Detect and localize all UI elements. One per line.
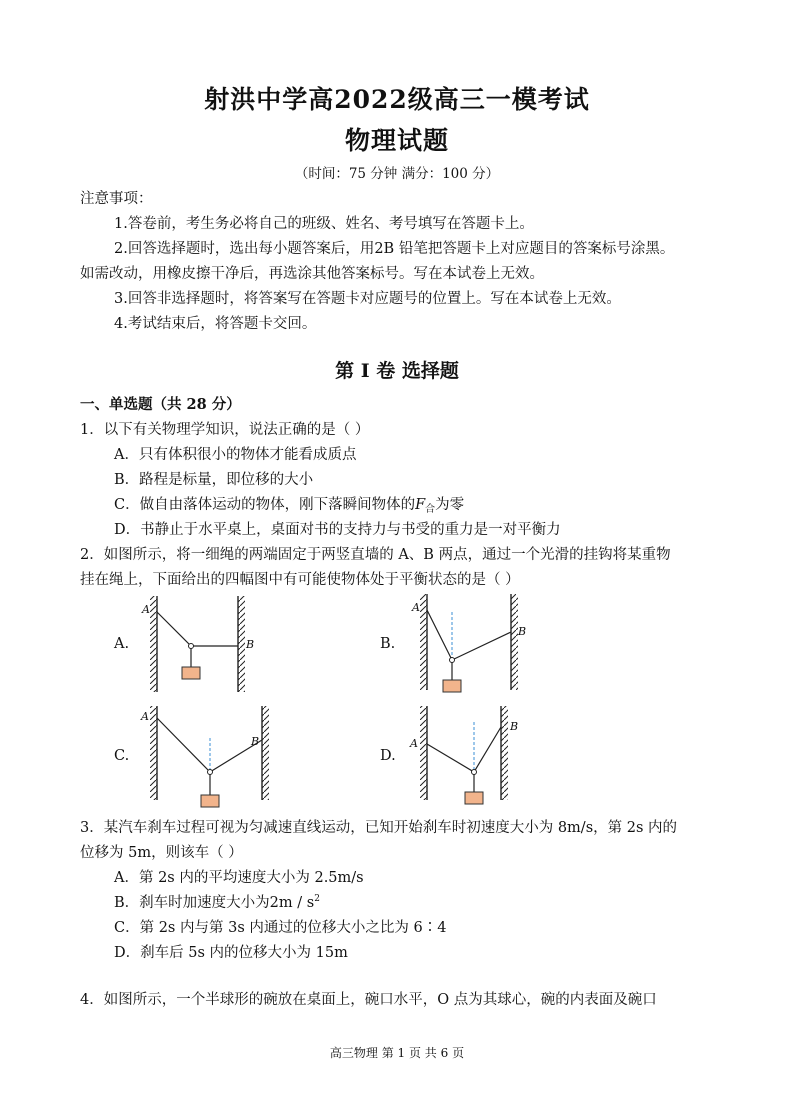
notice-item-4: 4.考试结束后，将答题卡交回。 — [114, 316, 317, 332]
acceleration-value: 2m / s — [269, 895, 315, 911]
notice-item-3: 3.回答非选择题时，将答案写在答题卡对应题号的位置上。写在本试卷上无效。 — [114, 291, 621, 307]
fig-c-point-b: B — [251, 735, 260, 748]
page-footer: 高三物理 第 1 页 共 6 页 — [329, 1046, 465, 1060]
figure-b — [420, 594, 518, 692]
q3-option-c: C．第 2s 内与第 3s 内通过的位移大小之比为 6∶4 — [114, 920, 447, 936]
q3-stem-line2: 位移为 5m，则该车（ ） — [80, 845, 243, 861]
figure-label-d: D. — [380, 748, 396, 764]
rope — [427, 727, 501, 772]
acceleration-exponent: 2 — [314, 894, 320, 904]
fig-c-point-a: A — [141, 710, 149, 723]
section-title: 第 I 卷 选择题 — [335, 360, 459, 382]
weight — [182, 667, 200, 679]
weight — [201, 795, 219, 807]
figure-label-c: C. — [114, 748, 130, 764]
rope — [157, 612, 238, 646]
figure-label-a: A. — [114, 636, 130, 652]
left-wall — [420, 706, 427, 800]
right-wall — [501, 706, 508, 800]
hook — [189, 644, 194, 649]
q1-option-b: B．路程是标量，即位移的大小 — [114, 472, 314, 488]
q3-option-b-pre: B．刹车时加速度大小为 — [114, 895, 270, 911]
q2-stem-line2: 挂在绳上，下面给出的四幅图中有可能使物体处于平衡状态的是（ ） — [80, 572, 520, 588]
force-symbol: F — [415, 497, 426, 513]
figure-d — [420, 706, 508, 804]
weight — [443, 680, 461, 692]
right-wall — [511, 594, 518, 690]
hook — [450, 658, 455, 663]
figure-a — [150, 596, 245, 692]
fig-d-point-a: A — [410, 737, 418, 750]
notice-item-1: 1.答卷前，考生务必将自己的班级、姓名、考号填写在答题卡上。 — [114, 216, 534, 232]
q3-stem-line1: 3．某汽车刹车过程可视为匀减速直线运动，已知开始刹车时初速度大小为 8m/s，第 2s 内的 — [80, 820, 678, 836]
figure-c — [150, 706, 269, 807]
exam-title: 射洪中学高2022级高三一模考试 — [204, 85, 590, 114]
fig-b-point-a: A — [412, 601, 420, 614]
q3-option-a: A．第 2s 内的平均速度大小为 2.5m/s — [114, 870, 364, 886]
right-wall — [262, 706, 269, 800]
q1-stem: 1．以下有关物理学知识，说法正确的是（ ） — [80, 422, 370, 438]
notice-heading: 注意事项： — [80, 191, 153, 207]
right-wall — [238, 596, 245, 692]
hook — [472, 770, 477, 775]
weight — [465, 792, 483, 804]
left-wall — [150, 706, 157, 800]
force-subscript: 合 — [425, 504, 436, 515]
fig-d-point-b: B — [510, 720, 519, 733]
q1-option-c-post: 为零 — [435, 497, 465, 513]
q1-option-d: D．书静止于水平桌上，桌面对书的支持力与书受的重力是一对平衡力 — [114, 522, 561, 538]
hook — [208, 770, 213, 775]
figure-label-b: B. — [380, 636, 396, 652]
left-wall — [150, 596, 157, 692]
q3-option-b — [114, 891, 320, 912]
rope — [427, 610, 511, 660]
time-score-line: （时间：75 分钟 满分：100 分） — [294, 166, 500, 182]
notice-item-2-cont: 如需改动，用橡皮擦干净后，再选涂其他答案标号。写在本试卷上无效。 — [80, 266, 544, 282]
q1-option-a: A．只有体积很小的物体才能看成质点 — [114, 447, 357, 463]
q3-option-d: D．刹车后 5s 内的位移大小为 15m — [114, 945, 348, 961]
fig-a-point-a: A — [142, 603, 150, 616]
q2-stem-line1: 2．如图所示，将一细绳的两端固定于两竖直墙的 A、B 两点，通过一个光滑的挂钩将某重物 — [80, 547, 671, 563]
part-heading: 一、单选题（共 28 分） — [80, 396, 241, 413]
notice-item-2: 2.回答选择题时，选出每小题答案后，用2B 铅笔把答题卡上对应题目的答案标号涂黑。 — [114, 241, 675, 257]
q4-stem: 4．如图所示，一个半球形的碗放在桌面上，碗口水平，O 点为其球心，碗的内表面及碗口 — [80, 992, 657, 1008]
fig-a-point-b: B — [246, 638, 255, 651]
left-wall — [420, 594, 427, 690]
q1-option-c-pre: C．做自由落体运动的物体，刚下落瞬间物体的 — [114, 497, 416, 513]
subject-title: 物理试题 — [344, 126, 449, 155]
fig-b-point-b: B — [518, 625, 527, 638]
